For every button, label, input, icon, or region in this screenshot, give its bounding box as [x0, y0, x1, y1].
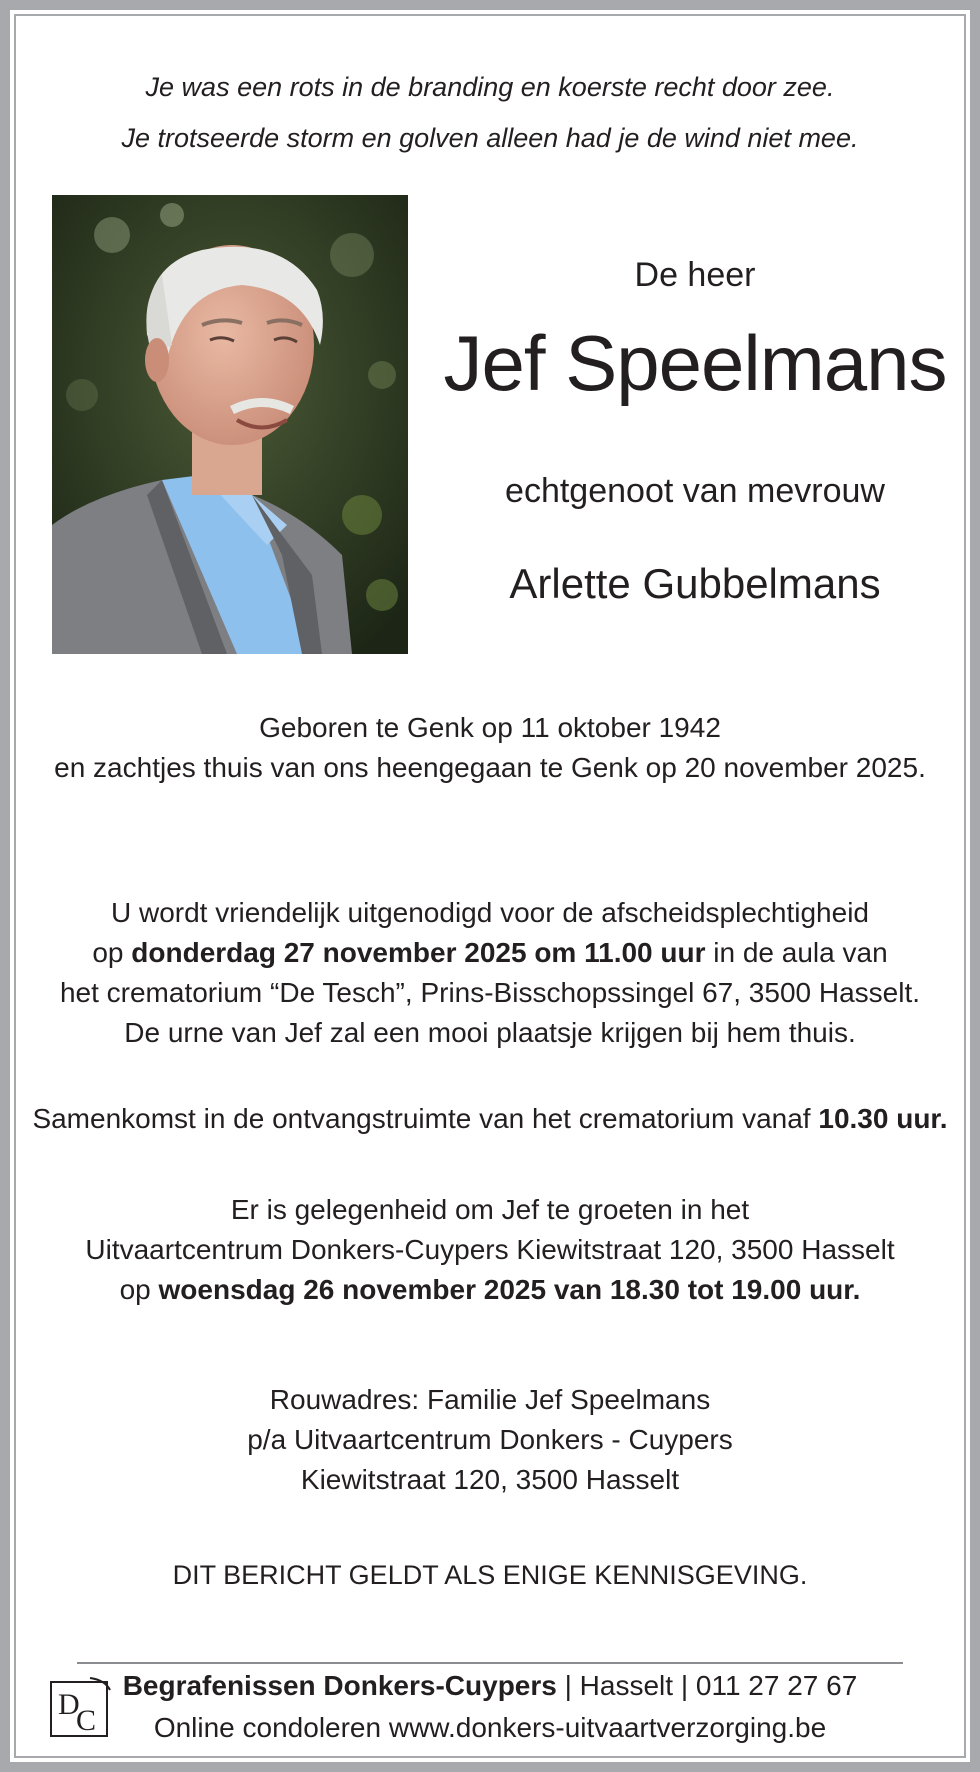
ceremony-invitation: [0, 893, 980, 1053]
birth-line: Geboren te Genk op 11 oktober 1942: [259, 712, 721, 743]
deceased-name: Jef Speelmans: [443, 319, 947, 407]
visitation-line-3: [0, 1270, 980, 1310]
visitation-line-1: Er is gelegenheid om Jef te groeten in het: [230, 1194, 750, 1225]
quote-line-2: Je trotseerde storm en golven alleen had je de wind niet mee.: [121, 123, 859, 153]
quote-line-1: Je was een rots in de branding en koerste recht door zee.: [145, 72, 835, 102]
memorial-quote: [0, 62, 980, 164]
death-line: en zachtjes thuis van ons heengegaan te Genk op 20 november 2025.: [54, 752, 926, 783]
funeral-home-line: [100, 1670, 880, 1702]
ceremony-line-3: het crematorium “De Tesch”, Prins-Bisschopssingel 67, 3500 Hasselt.: [59, 977, 921, 1008]
spouse-label: echtgenoot van mevrouw: [505, 472, 885, 510]
address-line-2: p/a Uitvaartcentrum Donkers - Cuypers: [247, 1424, 733, 1455]
logo-letter-c: C: [76, 1704, 97, 1737]
logo-letter-d: D: [58, 1688, 80, 1721]
life-dates: [0, 708, 980, 788]
visitation-line-3-prefix: op: [119, 1274, 159, 1305]
sole-notice: DIT BERICHT GELDT ALS ENIGE KENNISGEVING.: [172, 1560, 808, 1590]
company-name: Begrafenissen Donkers-Cuypers: [122, 1670, 557, 1701]
gathering-text: Samenkomst in de ontvangstruimte van het crematorium vanaf: [32, 1103, 819, 1134]
address-line-3: Kiewitstraat 120, 3500 Hasselt: [300, 1464, 680, 1495]
visitation-line-2: Uitvaartcentrum Donkers-Cuypers Kiewitstraat 120, 3500 Hasselt: [85, 1234, 895, 1265]
visitation-datetime: woensdag 26 november 2025 van 18.30 tot 19.00 uur.: [158, 1274, 861, 1305]
spouse-name: Arlette Gubbelmans: [509, 560, 881, 607]
address-line-1: Rouwadres: Familie Jef Speelmans: [269, 1384, 711, 1415]
condolence-link[interactable]: Online condoleren www.donkers-uitvaartverzorging.be: [153, 1712, 827, 1743]
ceremony-line-2: [0, 933, 980, 973]
gathering-info: [0, 1103, 980, 1135]
portrait-photo: [52, 195, 408, 654]
company-contact: | Hasselt | 011 27 27 67: [556, 1670, 858, 1701]
honorific: De heer: [634, 256, 756, 294]
ceremony-line-4: De urne van Jef zal een mooi plaatsje krijgen bij hem thuis.: [124, 1017, 856, 1048]
footer-divider: [77, 1662, 903, 1664]
gathering-time: 10.30 uur.: [818, 1103, 948, 1134]
mourning-address: [0, 1380, 980, 1500]
ceremony-line-1: U wordt vriendelijk uitgenodigd voor de afscheidsplechtigheid: [110, 897, 869, 928]
ceremony-line-2-prefix: op: [92, 937, 132, 968]
visitation-info: [0, 1190, 980, 1310]
ceremony-datetime: donderdag 27 november 2025 om 11.00 uur: [131, 937, 706, 968]
ceremony-line-2-suffix: in de aula van: [705, 937, 888, 968]
